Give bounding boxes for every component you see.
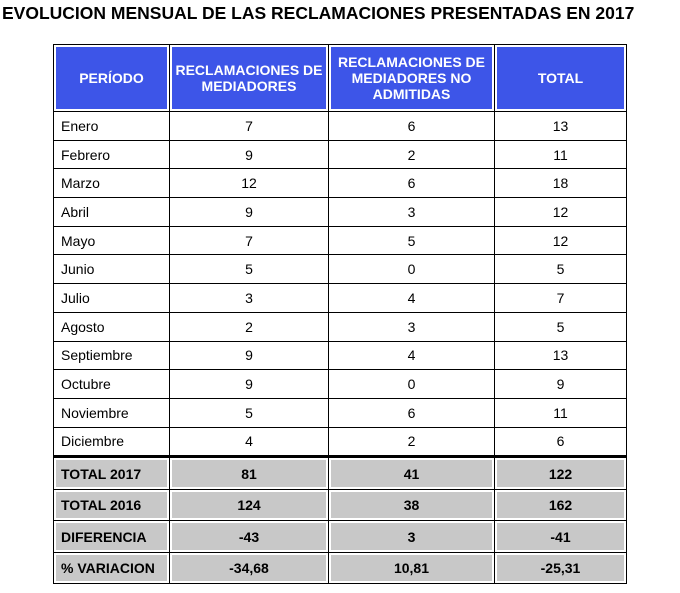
table-row: [54, 255, 627, 284]
reclamaciones-cell: 124: [170, 489, 329, 521]
no-admitidas-cell: 38: [329, 489, 495, 521]
no-admitidas-cell: 3: [329, 521, 495, 553]
table-row: [54, 169, 627, 198]
table-row: [54, 312, 627, 341]
total-cell: 162: [495, 489, 627, 521]
month-cell: Agosto: [54, 312, 170, 341]
reclamaciones-cell: 5: [170, 398, 329, 427]
total-cell: 9: [495, 370, 627, 399]
table-row: [54, 427, 627, 457]
reclamaciones-cell: 5: [170, 255, 329, 284]
reclamaciones-cell: 9: [170, 198, 329, 227]
total-cell: 18: [495, 169, 627, 198]
totals-label-cell: DIFERENCIA: [54, 521, 170, 553]
totals-label-cell: % VARIACION: [54, 552, 170, 584]
total-cell: 5: [495, 255, 627, 284]
no-admitidas-cell: 6: [329, 398, 495, 427]
totals-row-2016: [54, 489, 627, 521]
table-row: [54, 370, 627, 399]
total-cell: 13: [495, 341, 627, 370]
month-cell: Marzo: [54, 169, 170, 198]
table-row: [54, 226, 627, 255]
no-admitidas-cell: 4: [329, 284, 495, 313]
month-cell: Julio: [54, 284, 170, 313]
no-admitidas-cell: 10,81: [329, 552, 495, 584]
reclamaciones-cell: 4: [170, 427, 329, 457]
total-cell: -41: [495, 521, 627, 553]
month-cell: Febrero: [54, 140, 170, 169]
table-row: [54, 284, 627, 313]
reclamaciones-table: [53, 44, 627, 584]
total-cell: 13: [495, 112, 627, 141]
total-cell: -25,31: [495, 552, 627, 584]
total-cell: 122: [495, 457, 627, 490]
month-cell: Enero: [54, 112, 170, 141]
total-cell: 11: [495, 398, 627, 427]
reclamaciones-cell: 7: [170, 112, 329, 141]
totals-row-2017: [54, 457, 627, 490]
month-cell: Abril: [54, 198, 170, 227]
table-row: [54, 198, 627, 227]
reclamaciones-cell: 12: [170, 169, 329, 198]
reclamaciones-cell: 9: [170, 370, 329, 399]
month-cell: Junio: [54, 255, 170, 284]
page-title: EVOLUCION MENSUAL DE LAS RECLAMACIONES PRESENTADAS EN 2017: [2, 3, 635, 23]
reclamaciones-cell: 81: [170, 457, 329, 490]
no-admitidas-cell: 41: [329, 457, 495, 490]
reclamaciones-cell: 3: [170, 284, 329, 313]
reclamaciones-cell: 2: [170, 312, 329, 341]
no-admitidas-cell: 0: [329, 255, 495, 284]
month-cell: Mayo: [54, 226, 170, 255]
no-admitidas-cell: 4: [329, 341, 495, 370]
month-cell: Septiembre: [54, 341, 170, 370]
total-cell: 12: [495, 226, 627, 255]
month-cell: Octubre: [54, 370, 170, 399]
no-admitidas-cell: 5: [329, 226, 495, 255]
variacion-row: [54, 552, 627, 584]
header-reclamaciones: RECLAMACIONES DE MEDIADORES: [170, 45, 329, 112]
reclamaciones-cell: 7: [170, 226, 329, 255]
diferencia-row: [54, 521, 627, 553]
total-cell: 5: [495, 312, 627, 341]
table-row: [54, 112, 627, 141]
header-periodo: PERÍODO: [54, 45, 170, 112]
no-admitidas-cell: 3: [329, 198, 495, 227]
month-cell: Diciembre: [54, 427, 170, 457]
header-no-admitidas: RECLAMACIONES DE MEDIADORES NO ADMITIDAS: [329, 45, 495, 112]
no-admitidas-cell: 0: [329, 370, 495, 399]
no-admitidas-cell: 6: [329, 169, 495, 198]
no-admitidas-cell: 2: [329, 140, 495, 169]
table-row: [54, 341, 627, 370]
reclamaciones-cell: 9: [170, 140, 329, 169]
table-row: [54, 398, 627, 427]
no-admitidas-cell: 3: [329, 312, 495, 341]
totals-label-cell: TOTAL 2017: [54, 457, 170, 490]
header-total: TOTAL: [495, 45, 627, 112]
reclamaciones-cell: -34,68: [170, 552, 329, 584]
total-cell: 7: [495, 284, 627, 313]
reclamaciones-cell: -43: [170, 521, 329, 553]
no-admitidas-cell: 6: [329, 112, 495, 141]
table-header-row: [54, 45, 627, 112]
month-cell: Noviembre: [54, 398, 170, 427]
total-cell: 12: [495, 198, 627, 227]
table-row: [54, 140, 627, 169]
no-admitidas-cell: 2: [329, 427, 495, 457]
total-cell: 6: [495, 427, 627, 457]
total-cell: 11: [495, 140, 627, 169]
reclamaciones-cell: 9: [170, 341, 329, 370]
totals-label-cell: TOTAL 2016: [54, 489, 170, 521]
